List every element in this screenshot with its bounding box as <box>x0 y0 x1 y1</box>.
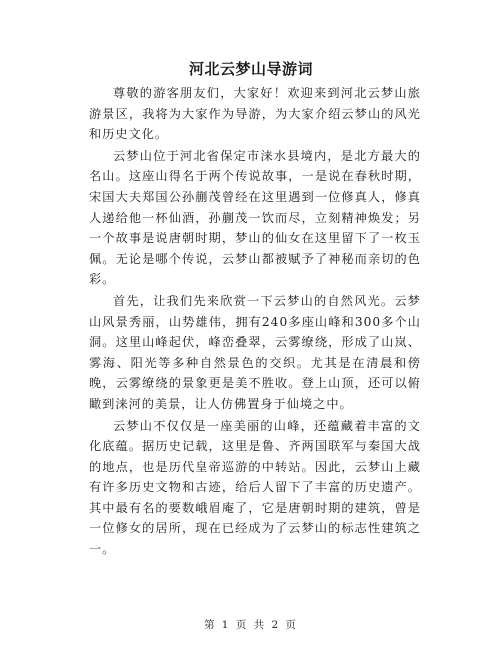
page-number-footer: 第 1 页 共 2 页 <box>203 619 299 631</box>
paragraph-location-legends: 云梦山位于河北省保定市涞水县境内，是北方最大的名山。这座山得名于两个传说故事，一是说在春秋时期，宋国大夫郑国公孙蒯茂曾经在这里遇到一位修真人，修真人递给他一杯仙酒，孙蒯茂一饮而尽，立刻精神焕发；另一个故事是说唐朝时期，梦山的仙女在这里留下了一枚玉佩。无论是哪个传说，云梦山都被赋予了神秘而亲切的色彩。 <box>89 148 421 287</box>
paragraph-cultural-history: 云梦山不仅仅是一座美丽的山峰，还蕴藏着丰富的文化底蕴。据历史记载，这里是鲁、齐两国联军与秦国大战的地点，也是历代皇帝巡游的中转站。因此，云梦山上藏有许多历史文物和古迹，给后人留下了丰富的历史遗产。其中最有名的要数峨眉庵了，它是唐朝时期的建筑，曾是一位修女的居所，现在已经成为了云梦山的标志性建筑之一。 <box>89 418 421 557</box>
paragraph-natural-scenery: 首先，让我们先来欣赏一下云梦山的自然风光。云梦山风景秀丽，山势雄伟，拥有240多座山峰和300多个山洞。这里山峰起伏，峰峦叠翠，云雾缭绕，形成了山岚、雾海、阳光等多种自然景色的交织。尤其是在清晨和傍晚，云雾缭绕的景象更是美不胜收。登上山顶，还可以俯瞰到涞河的美景，让人仿佛置身于仙境之中。 <box>89 293 421 411</box>
document-body <box>89 83 421 561</box>
paragraph-greeting: 尊敬的游客朋友们，大家好！欢迎来到河北云梦山旅游景区，我将为大家作为导游，为大家介绍云梦山的风光和历史文化。 <box>89 86 421 142</box>
document-title: 河北云梦山导游词 <box>188 60 313 78</box>
